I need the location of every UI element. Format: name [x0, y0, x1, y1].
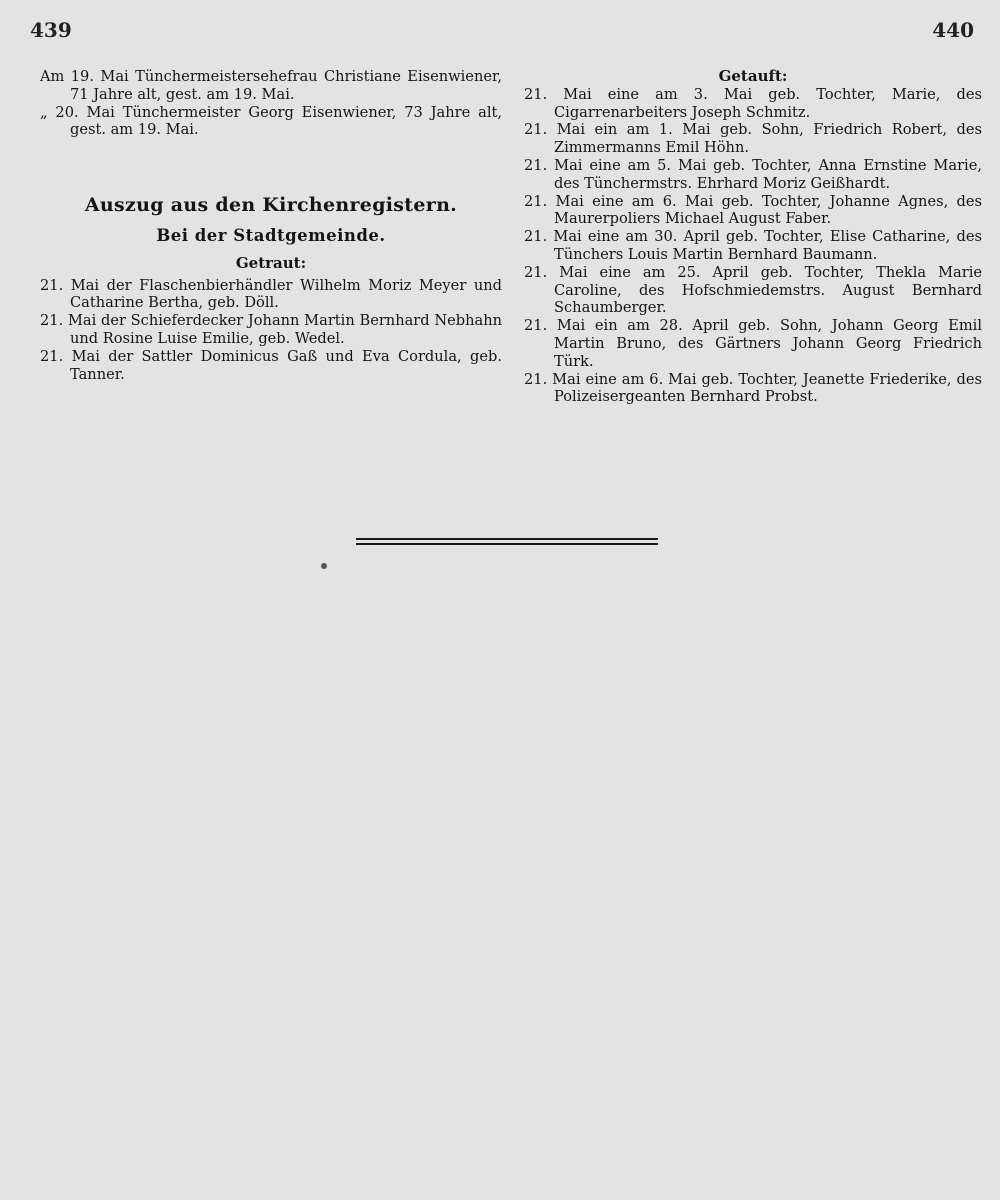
- page-number-right: 440: [932, 18, 974, 42]
- section-title: Auszug aus den Kirchenregistern.: [84, 194, 458, 217]
- page-number-left: 439: [30, 18, 72, 42]
- baptism-entry: 21. Mai ein am 1. Mai geb. Sohn, Friedrich Robert, des Zimmermanns Emil Höhn.: [524, 121, 982, 157]
- parish-title: Bei der Stadtgemeinde.: [156, 225, 386, 245]
- baptism-entry: 21. Mai eine am 5. Mai geb. Tochter, Anna Ernstine Marie, des Tünchermstrs. Ehrhard Moriz Geißhardt.: [524, 156, 982, 192]
- married-heading: Getraut:: [235, 253, 307, 272]
- marriage-entry: 21. Mai der Schieferdecker Johann Martin Bernhard Nebhahn und Rosine Luise Emilie, geb. Wedel.: [40, 312, 502, 347]
- right-column: [524, 68, 982, 406]
- death-entry: „ 20. Mai Tünchermeister Georg Eisenwiener, 73 Jahre alt, gest. am 19. Mai.: [40, 103, 502, 139]
- ink-spot: [321, 563, 327, 569]
- left-column: [40, 68, 502, 383]
- baptism-entry: 21. Mai eine am 6. Mai geb. Tochter, Johanne Agnes, des Maurerpoliers Michael August Faber.: [524, 192, 982, 228]
- baptism-entry: 21. Mai eine am 3. Mai geb. Tochter, Marie, des Cigarrenarbeiters Joseph Schmitz.: [524, 85, 982, 121]
- baptism-entry: 21. Mai ein am 28. April geb. Sohn, Johann Georg Emil Martin Bruno, des Gärtners Johann Georg Friedrich Türk.: [524, 317, 982, 370]
- baptism-entry: 21. Mai eine am 6. Mai geb. Tochter, Jeanette Friederike, des Polizeisergeanten Bernhard Probst.: [524, 370, 982, 406]
- baptism-entry: 21. Mai eine am 25. April geb. Tochter, Thekla Marie Caroline, des Hofschmiedemstrs. August Bernhard Schaumberger.: [524, 263, 982, 317]
- section-divider: [356, 538, 658, 545]
- baptism-entry: 21. Mai eine am 30. April geb. Tochter, Elise Catharine, des Tünchers Louis Martin Bernhard Baumann.: [524, 228, 982, 263]
- baptized-heading: Getauft:: [718, 67, 788, 85]
- death-entry: Am 19. Mai Tünchermeistersehefrau Christiane Eisenwiener, 71 Jahre alt, gest. am 19. Mai.: [40, 68, 502, 103]
- marriage-entry: 21. Mai der Sattler Dominicus Gaß und Eva Cordula, geb. Tanner.: [40, 347, 502, 383]
- marriage-entry: 21. Mai der Flaschenbierhändler Wilhelm Moriz Meyer und Catharine Bertha, geb. Döll.: [40, 276, 502, 312]
